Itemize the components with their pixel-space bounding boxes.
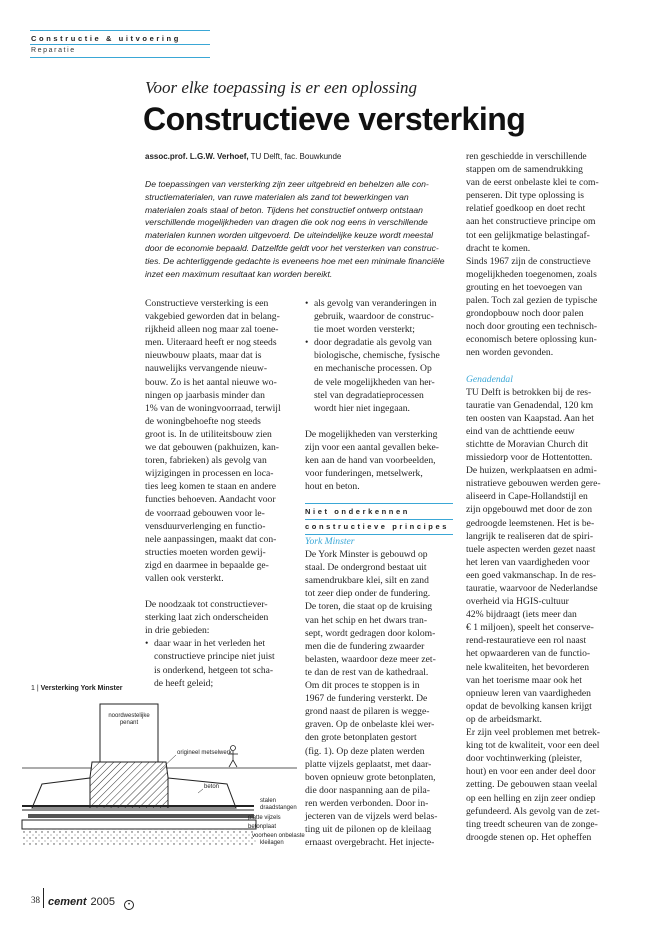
text-line: zijn opgebouwd met door de zon [466,504,593,516]
text-line: is onderkend, hetgeen tot scha- [154,664,274,676]
text-line: grond naast de pilaren is wegge- [305,706,430,718]
text-line: De toren, die staat op de kruising [305,601,433,613]
label-rods-2: draadstangen [260,805,297,811]
section-label: Constructie & uitvoering [31,34,181,43]
text-line: noch door grouting een technisch- [466,321,598,333]
text-line: structiematerialen, van ruwe materialen als zand tot bewerkingen van [145,191,409,202]
column-3 [466,150,616,844]
figure-number: 1 [31,685,35,692]
text-line: 1967 de fundering versterkt. De [305,693,428,705]
text-line: en mechanische processen. Op [314,363,432,375]
text-line: biologische, chemische, fysische [314,350,440,362]
text-line: relatief goedkoop en doet recht [466,203,586,215]
label-pier-1: noordwestelijke [108,713,150,719]
text-line: ties leeg komen te staan en andere [145,481,277,493]
text-line: men. Uiteraard heeft er nog steeds [145,337,277,349]
paragraph [466,255,616,360]
york-minster-diagram [22,698,305,846]
text-line: belasten, waardoor deze meer zet- [305,653,436,665]
footer-divider [43,888,44,908]
bullet-list [145,637,295,689]
text-line: grondopbouw noch door palen [466,308,584,320]
section-heading-1: Niet onderkennen [305,507,410,516]
text-line: ting treedt scheuren van de zonge- [466,818,598,830]
text-line: structies moeten worden gewij- [145,546,266,558]
text-line: tot zeer diep onder de fundering. [305,588,431,600]
text-line: economisch betere oplossing kun- [466,334,597,346]
masonry-hatch [86,762,172,808]
subsection-label: Reparatie [31,47,76,54]
text-line: • door degradatie als gevolg van [314,337,432,349]
text-line: de vele mogelijkheden van her- [314,376,435,388]
text-line: functies behoeven. Aandacht voor [145,494,276,506]
text-line: ren werden verbonden. Door in- [305,797,429,809]
header-rule-mid [30,44,210,45]
text-line: De noodzaak tot constructiever- [145,599,268,611]
person-figure [228,746,238,768]
text-line: op een helling en zijn zeer ondiep [466,792,596,804]
author-line [145,152,341,161]
text-line: op de arbeidsmarkt. [466,713,542,725]
text-line: de voorraad gebouwen voor le- [145,507,265,519]
text-line: boven opnieuw grote betonplaten, [305,771,436,783]
text-line: door vochtinwerking (pleister, [466,753,583,765]
text-line: aan het constructieve principe om [466,216,596,228]
text-line: nauwelijks vervangende nieuw- [145,363,268,375]
label-jacks: platte vijzels [248,815,281,821]
text-line: nele aanpassingen, maakt dat con- [145,533,277,545]
label-slab: betonplaat [248,824,277,830]
text-line: nen worden gevonden. [466,347,554,359]
article-title: Constructieve versterking [143,101,526,137]
text-line: stel van degradatieprocessen [314,389,424,401]
text-line: tuele aspecten werden gezet naast [466,543,596,555]
article-intro [145,178,457,280]
text-line: te dan de rest van de kathedraal. [305,666,429,678]
text-line: 42% bijdraagt (iets meer dan [466,609,577,621]
subheading-genadendal: Genadendal [466,373,513,385]
text-line: (fig. 1). Op deze platen werden [305,745,425,757]
text-line: wijzigingen in processen en loca- [145,468,274,480]
text-line: sterking laat zich onderscheiden [145,612,269,624]
text-line: vallen ook versterkt. [145,572,224,584]
text-line: toren, fabrieken) als gevolg van [145,455,267,467]
text-line: verschillende mogelijkheden van dragen die ook nog eens in verschillende [145,217,428,228]
text-line: Constructieve versterking is een [145,298,269,309]
figure-caption-text: Versterking York Minster [40,685,123,692]
text-line: een goed vakmanschap. In de res- [466,569,596,581]
text-line: droogde stenen op. Het opheffen [466,831,592,843]
header-rule-top [30,30,210,31]
text-line: die door naspanning aan de pila- [305,784,430,796]
text-line: platte vijzels geplaatst, met daar- [305,758,432,770]
text-line: penseren. Dit type oplossing is [466,190,585,202]
text-line: sept, wordt gedragen door kolom- [305,627,436,639]
brand-year: 2005 [90,896,116,908]
text-line: graven. Op de onbelaste klei wer- [305,719,435,731]
page-number: 38 [31,895,40,905]
paragraph [145,297,295,585]
text-line: stichtte de Moravian Church dit [466,438,589,450]
author-affiliation: TU Delft, fac. Bouwkunde [250,152,342,161]
section-rule-top [305,503,453,504]
text-line: gedroogde leemstenen. Het is be- [466,517,595,529]
list-item [145,637,295,689]
text-line: ties. De achterliggende gedachte is eveneens hoe met een minimale financiële [145,255,445,266]
paragraph [466,726,616,844]
text-line: aliseerd in Cape-Hollandstijl en [466,491,588,503]
text-line: de heeft geleid; [154,677,214,689]
section-rule-mid [305,519,453,520]
text-line: constructieve principe niet juist [154,651,275,663]
list-item [305,336,457,415]
text-line: nieuwbouw plaats, maar dat is [145,350,262,362]
text-line: palen. Toch zal gezien de typische [466,295,598,307]
text-line: ken aan de hand van voorbeelden, [305,455,436,467]
concrete-right [168,778,236,808]
text-line: nistratieve gebouwen werden gere- [466,478,601,490]
text-line: staal. De ondergrond bestaat uit [305,562,427,574]
text-line: De York Minster is gebouwd op [305,549,428,561]
brand-name: cement [48,896,87,908]
text-line: de woningbehoefte nog steeds [145,415,261,427]
text-line: inzet een maximum resultaat kan worden bereikt. [145,268,333,279]
text-line: opnieuw leren van vaardigheden [466,687,591,699]
text-line: • als gevolg van veranderingen in [314,298,437,309]
text-line: Om dit proces te stoppen is in [305,680,420,692]
text-line: bouw. Zo is het aantal nieuwe wo- [145,376,277,388]
text-line: door de economie bepaald. Datzelfde geldt voor het versterken van construc- [145,242,439,253]
text-line: tie moet worden versterkt; [314,324,415,336]
text-line: tot een gelijkmatige belastingaf- [466,229,590,241]
label-clay-2: kleilagen [260,840,284,846]
text-line: eind van de achttiende eeuw [466,425,575,437]
figure-caption: 1 | Versterking York Minster [31,685,123,692]
section-heading-2: constructieve principes [305,522,449,531]
text-line: ting uit de pilonen op de kleilaag [305,824,432,836]
concrete-left [32,778,90,808]
paragraph [305,548,457,849]
text-line: in drie gebieden: [145,625,210,637]
text-line: gefundeerd. Als gevolg van de zet- [466,805,600,817]
text-line: tauratie van Genadendal, 120 km [466,399,594,411]
clay-layer [22,829,256,846]
text-line: De toepassingen van versterking zijn zeer uitgebreid en behelzen alle con- [145,179,429,189]
label-clay-1: voorheen onbelaste [252,833,305,839]
column-2-continued [305,535,457,849]
label-concrete: beton [204,784,220,790]
list-item [305,297,457,336]
flat-jacks [28,814,254,818]
text-line: wordt hier niet ingegaan. [314,402,410,414]
text-line: ten oosten van Kaapstad. Aan het [466,412,594,424]
text-line: van het schip en het dwars tran- [305,614,428,626]
text-line: Er zijn veel problemen met betrek- [466,727,600,739]
paragraph [466,386,616,726]
text-line: hout en beton. [305,481,360,493]
label-rods-1: stalen [260,798,277,804]
text-line: stappen om de samendrukking [466,164,583,176]
header-rule-bottom [30,57,210,58]
text-line: van het toerisme maar ook het [466,674,582,686]
text-line: ernaast overgebracht. Het injecte- [305,837,435,849]
text-line: samendrukbare klei, silt en zand [305,575,429,587]
text-line: het leren van vaardigheden voor [466,556,590,568]
text-line: missiedorp voor de Hottentotten. [466,452,593,464]
text-line: zigd en daarmee in bepaalde ge- [145,559,269,571]
text-line: we dat gebouwen (pakhuizen, kan- [145,442,279,454]
text-line: jecteren van de vijzels werd belas- [305,810,438,822]
text-line: tauratie, waarvoor de Nederlandse [466,583,598,594]
text-line: vensduurverlenging en functio- [145,520,266,532]
text-line: het opwaarderen van de functio- [466,648,591,660]
text-line: hout) en voor een ander deel door [466,766,596,778]
text-line: mogelijkheden toegenomen, zoals [466,268,597,280]
author-name: assoc.prof. L.G.W. Verhoef, [145,152,249,161]
text-line: De mogelijkheden van versterking [305,428,438,440]
text-line: rend-restauratieve een rol naast [466,635,587,647]
paragraph [466,150,616,255]
text-line: zijn voor een aantal gevallen beke- [305,441,439,453]
text-line: De huizen, werkplaatsen en admi- [466,465,597,477]
text-line: rijkheid alleen nog maar zal toene- [145,324,279,336]
bullet-list [305,297,457,415]
text-line: ren geschiedde in verschillende [466,151,587,162]
text-line: 1% van de woningvoorraad, terwijl [145,402,281,414]
label-masonry: origineel metselwerk [177,750,232,756]
column-2 [305,297,457,493]
text-line: van de eerst onbelaste klei te com- [466,177,599,189]
text-line: Sinds 1967 zijn de constructieve [466,255,591,267]
text-line: materialen zoals staal of beton. Tijdens het constructief ontwerp ontstaan [145,204,423,215]
brand-logo-icon: • [124,900,134,910]
text-line: grouting en het toevoegen van [466,281,583,293]
text-line: overheid via HGIS-cultuur [466,596,569,608]
paragraph [305,428,457,493]
label-pier-2: penant [119,720,139,726]
text-line: TU Delft is betrokken bij de res- [466,386,592,398]
text-line: • daar waar in het verleden het [154,638,266,650]
text-line: vakgebied geworden dat in belang- [145,311,280,323]
text-line: groot is. In de utiliteitsbouw zien [145,428,272,440]
text-line: opdat de bevolking kansen krijgt [466,700,592,712]
text-line: gebruik, waardoor de construc- [314,311,434,323]
article-kicker: Voor elke toepassing is er een oplossing [145,78,417,97]
text-line: € 1 miljoen), speelt het conserve- [466,622,594,634]
subheading-york-minster: York Minster [305,536,355,547]
text-line: langrijk te realiseren dat de spiri- [466,530,594,542]
column-1 [145,297,295,690]
text-line: king tot de kwaliteit, voor een deel [466,740,600,752]
text-line: nele kwaliteiten, het bevorderen [466,661,590,673]
paragraph [145,598,295,637]
text-line: den grote betonplaten gestort [305,732,417,744]
text-line: materialen kunnen worden uitgevoerd. De uiteindelijke keuze wordt meestal [145,230,434,241]
footer-brand [48,892,134,910]
text-line: dracht te komen. [466,242,531,254]
text-line: voor funderingen, metselwerk, [305,468,423,480]
text-line: zetting. De gebouwen staan veelal [466,779,598,791]
concrete-slab [22,820,256,829]
text-line: ningen op jaarbasis minder dan [145,389,265,401]
text-line: men die de fundering zwaarder [305,640,425,652]
